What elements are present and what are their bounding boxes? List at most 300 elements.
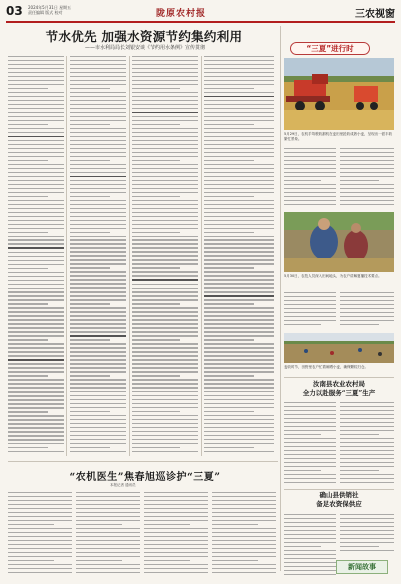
- text-line: [204, 236, 274, 237]
- text-line: [8, 419, 64, 420]
- text-line: [340, 530, 394, 531]
- text-line: [132, 383, 198, 384]
- text-line: [144, 552, 208, 553]
- text-line: [8, 423, 64, 424]
- text-line: [76, 552, 140, 553]
- text-line: [132, 228, 198, 229]
- text-line: [284, 410, 336, 411]
- text-line: [204, 228, 274, 229]
- text-line: [340, 406, 394, 407]
- bottom-col-3: [144, 492, 208, 576]
- text-line: [70, 84, 126, 85]
- bottom-col-2: [76, 492, 140, 576]
- text-line: [340, 474, 394, 475]
- right-text-col-7: [284, 514, 336, 578]
- text-line: [340, 550, 394, 551]
- text-line: [340, 176, 394, 177]
- text-line: [8, 552, 72, 553]
- text-line: [132, 128, 198, 129]
- text-line: [8, 192, 64, 193]
- text-line: [212, 524, 258, 525]
- text-line: [70, 395, 126, 396]
- text-line: [76, 548, 140, 549]
- text-line: [8, 68, 64, 69]
- text-line: [70, 447, 110, 448]
- text-line: [132, 188, 198, 189]
- text-line: [8, 532, 72, 533]
- text-line: [70, 60, 126, 61]
- text-line: [70, 188, 126, 189]
- text-line: [8, 220, 64, 221]
- text-line: [340, 184, 394, 185]
- text-line: [132, 284, 198, 285]
- text-line: [204, 152, 274, 153]
- text-line: [284, 160, 336, 161]
- text-line: [204, 239, 274, 240]
- text-line: [70, 247, 126, 248]
- text-line: [204, 443, 274, 444]
- text-line: [212, 528, 276, 529]
- text-line: [204, 435, 274, 436]
- text-line: [8, 216, 64, 217]
- col-divider: [129, 56, 130, 456]
- text-line: [284, 462, 336, 463]
- text-line: [212, 532, 276, 533]
- text-line: [70, 136, 126, 137]
- text-line: [8, 383, 64, 384]
- text-line: [70, 267, 110, 268]
- text-line: [132, 239, 198, 240]
- text-line: [132, 407, 198, 408]
- text-line: [204, 279, 274, 280]
- text-line: [8, 568, 72, 569]
- text-line: [8, 307, 64, 308]
- page-editors: 责任编辑 版式 校对: [28, 10, 63, 15]
- text-line: [8, 64, 64, 65]
- text-line: [144, 512, 208, 513]
- text-line: [132, 192, 198, 193]
- text-line: [204, 343, 274, 344]
- text-line: [284, 176, 336, 177]
- text-line: [132, 184, 198, 185]
- text-line: [8, 355, 64, 356]
- text-line: [132, 80, 198, 81]
- text-line: [144, 504, 208, 505]
- text-line: [70, 355, 126, 356]
- text-line: [284, 152, 336, 153]
- text-line: [204, 375, 254, 376]
- text-line: [284, 316, 336, 317]
- text-line: [204, 80, 274, 81]
- text-line: [284, 402, 336, 403]
- text-line: [132, 403, 198, 404]
- text-line: [132, 64, 198, 65]
- text-line: [212, 516, 276, 517]
- text-line: [8, 439, 64, 440]
- text-line: [212, 520, 276, 521]
- text-line: [132, 152, 198, 153]
- text-line: [284, 172, 336, 173]
- text-line: [204, 407, 274, 408]
- text-line: [132, 275, 198, 276]
- text-line: [204, 403, 274, 404]
- text-line: [70, 80, 126, 81]
- text-line: [204, 140, 274, 141]
- text-line: [70, 279, 126, 280]
- text-line: [70, 323, 126, 324]
- text-line: [132, 267, 180, 268]
- text-line: [212, 544, 276, 545]
- text-line: [8, 399, 64, 400]
- text-line: [340, 534, 394, 535]
- text-line: [8, 560, 54, 561]
- bottom-col-1: [8, 492, 72, 576]
- text-line: [132, 395, 198, 396]
- text-line: [340, 514, 394, 515]
- text-line: [284, 168, 336, 169]
- text-line: [70, 275, 126, 276]
- text-line: [212, 496, 276, 497]
- text-line: [70, 208, 126, 209]
- text-line: [204, 124, 254, 125]
- text-line: [340, 304, 394, 305]
- text-line: [204, 112, 274, 113]
- text-line: [212, 568, 276, 569]
- text-line: [70, 415, 126, 416]
- text-line: [340, 410, 394, 411]
- text-line: [132, 216, 198, 217]
- text-line: [340, 418, 394, 419]
- text-line: [132, 208, 198, 209]
- text-line: [70, 403, 126, 404]
- text-line: [8, 88, 48, 89]
- text-line: [204, 391, 274, 392]
- sub-head-runan: [284, 380, 394, 398]
- text-line: [132, 120, 198, 121]
- text-line: [212, 512, 276, 513]
- text-line: [8, 160, 48, 161]
- text-line: [70, 363, 126, 364]
- text-line: [204, 327, 274, 328]
- page-number: 03: [6, 4, 23, 18]
- text-line: [8, 564, 72, 565]
- text-line: [144, 564, 208, 565]
- bottom-col-4: [212, 492, 276, 576]
- text-line: [70, 104, 126, 105]
- text-line: [204, 192, 274, 193]
- text-line: [132, 315, 198, 316]
- text-line: [132, 236, 198, 237]
- text-line: [132, 371, 198, 372]
- text-line: [144, 572, 208, 573]
- text-line: [76, 544, 140, 545]
- text-line: [8, 319, 64, 320]
- text-line: [204, 164, 274, 165]
- sub-head-runan-line1: 汝南县农业农村局: [313, 380, 365, 388]
- photo1-caption: 5月29日，农机手驾驶收割机在麦田里抢收成熟小麦，呈现出一派丰收繁忙景象。: [284, 132, 393, 141]
- sub-head-queshan-line1: 确山县供销社: [319, 491, 359, 499]
- text-line: [70, 411, 110, 412]
- text-line: [132, 423, 198, 424]
- text-line: [8, 116, 64, 117]
- text-line: [340, 180, 379, 181]
- text-line: [340, 200, 394, 201]
- photo2-caption: 5月30日，农技人员深入田间地头，为农户讲解夏播技术要点。: [284, 274, 382, 278]
- header-rule: [6, 21, 395, 23]
- col-divider: [66, 56, 67, 456]
- text-line: [70, 140, 126, 141]
- text-line: [204, 88, 254, 89]
- text-line: [204, 156, 274, 157]
- text-line: [144, 560, 190, 561]
- text-line: [70, 200, 126, 201]
- text-line: [8, 540, 72, 541]
- text-line: [70, 220, 126, 221]
- text-line: [8, 371, 64, 372]
- text-line: [204, 383, 274, 384]
- text-line: [70, 291, 126, 292]
- text-line: [8, 120, 64, 121]
- text-line: [204, 355, 274, 356]
- text-line: [284, 566, 336, 567]
- text-line: [340, 160, 394, 161]
- text-line: [70, 259, 126, 260]
- text-line: [340, 422, 394, 423]
- text-line: [70, 92, 126, 93]
- text-line: [8, 528, 72, 529]
- text-line: [132, 100, 198, 101]
- text-line: [8, 335, 64, 336]
- text-line: [8, 403, 64, 404]
- text-line: [8, 264, 64, 265]
- text-line: [8, 132, 64, 133]
- text-line: [70, 76, 126, 77]
- text-line: [204, 108, 274, 109]
- text-line: [70, 439, 126, 440]
- masthead: 陇原农村报: [156, 9, 207, 19]
- text-line: [204, 371, 274, 372]
- text-line: [284, 434, 321, 435]
- text-line: [70, 375, 110, 376]
- text-line: [8, 431, 64, 432]
- text-line: [76, 540, 140, 541]
- text-line: [70, 379, 126, 380]
- text-line: [144, 524, 190, 525]
- text-line: [340, 522, 394, 523]
- text-line: [284, 522, 336, 523]
- text-line: [132, 391, 198, 392]
- text-line: [70, 176, 126, 178]
- text-line: [204, 76, 274, 77]
- text-line: [70, 299, 126, 300]
- text-line: [8, 407, 64, 408]
- text-line: [204, 64, 274, 65]
- text-line: [204, 323, 274, 324]
- text-line: [204, 411, 254, 412]
- text-line: [340, 300, 394, 301]
- text-line: [132, 224, 198, 225]
- text-line: [204, 243, 274, 244]
- text-line: [76, 536, 140, 537]
- text-line: [70, 152, 126, 153]
- text-line: [8, 144, 64, 145]
- text-line: [132, 411, 180, 412]
- text-line: [284, 454, 336, 455]
- text-line: [70, 443, 126, 444]
- text-line: [340, 426, 394, 427]
- text-line: [212, 536, 276, 537]
- text-line: [132, 439, 198, 440]
- text-line: [8, 443, 64, 444]
- text-line: [132, 427, 198, 428]
- text-line: [340, 482, 394, 483]
- text-line: [70, 120, 126, 121]
- text-line: [8, 284, 64, 285]
- text-line: [212, 548, 276, 549]
- text-line: [70, 367, 126, 368]
- text-line: [70, 236, 126, 237]
- text-line: [70, 132, 126, 133]
- text-line: [70, 359, 126, 360]
- text-line: [132, 148, 198, 149]
- text-line: [204, 363, 274, 364]
- text-line: [132, 164, 198, 165]
- text-line: [8, 303, 48, 304]
- text-line: [8, 504, 72, 505]
- text-line: [204, 315, 274, 316]
- text-line: [284, 430, 336, 431]
- text-line: [144, 508, 208, 509]
- text-line: [212, 560, 258, 561]
- text-line: [204, 224, 274, 225]
- text-line: [204, 84, 274, 85]
- text-line: [70, 128, 126, 129]
- text-line: [212, 508, 276, 509]
- text-line: [8, 184, 64, 185]
- text-line: [8, 188, 64, 189]
- text-line: [70, 283, 126, 284]
- text-line: [204, 168, 274, 169]
- text-line: [70, 307, 126, 308]
- text-line: [8, 136, 64, 138]
- text-line: [8, 520, 72, 521]
- text-line: [284, 470, 321, 471]
- text-line: [284, 308, 336, 309]
- text-line: [70, 164, 126, 165]
- text-line: [70, 160, 110, 161]
- text-line: [204, 451, 274, 452]
- text-line: [70, 271, 126, 272]
- text-line: [340, 316, 394, 317]
- text-line: [132, 288, 198, 289]
- text-line: [284, 458, 336, 459]
- text-line: [70, 347, 126, 348]
- text-line: [340, 478, 394, 479]
- text-line: [70, 196, 110, 197]
- text-line: [340, 292, 394, 293]
- text-line: [340, 156, 394, 157]
- photo3-caption: 麦收时节，田野里农户忙着晾晒小麦，确保颗粒归仓。: [284, 365, 368, 369]
- text-line: [70, 251, 126, 252]
- text-line: [132, 435, 198, 436]
- text-line: [204, 160, 254, 161]
- text-line: [204, 319, 274, 320]
- text-line: [204, 188, 274, 189]
- text-line: [340, 546, 379, 547]
- text-line: [132, 271, 198, 272]
- text-line: [144, 532, 208, 533]
- text-line: [132, 279, 198, 281]
- text-line: [8, 152, 64, 153]
- text-line: [8, 447, 48, 448]
- text-line: [8, 327, 64, 328]
- text-line: [284, 320, 336, 321]
- text-line: [70, 124, 110, 125]
- right-text-col-8: [340, 514, 394, 554]
- text-line: [340, 442, 394, 443]
- text-line: [284, 192, 336, 193]
- text-line: [284, 558, 336, 559]
- text-line: [204, 92, 274, 93]
- text-line: [340, 152, 394, 153]
- text-line: [8, 427, 64, 428]
- sub-head-queshan-line2: 备足农资保供应: [316, 500, 362, 508]
- text-line: [70, 335, 126, 337]
- text-line: [144, 548, 208, 549]
- text-line: [204, 120, 274, 121]
- text-line: [8, 295, 64, 296]
- text-line: [8, 375, 48, 376]
- main-article-col-2: [70, 56, 126, 455]
- text-line: [70, 180, 126, 181]
- text-line: [70, 239, 126, 240]
- text-line: [340, 450, 394, 451]
- text-line: [204, 220, 274, 221]
- text-line: [340, 526, 394, 527]
- text-line: [8, 536, 72, 537]
- text-line: [340, 188, 394, 189]
- text-line: [8, 236, 64, 237]
- text-line: [8, 323, 64, 324]
- text-line: [284, 554, 336, 555]
- text-line: [284, 514, 336, 515]
- text-line: [8, 80, 64, 81]
- text-line: [132, 144, 198, 145]
- text-line: [8, 411, 48, 412]
- text-line: [132, 92, 198, 93]
- text-line: [204, 200, 274, 201]
- text-line: [284, 148, 336, 149]
- text-line: [70, 168, 126, 169]
- text-line: [70, 391, 126, 392]
- text-line: [284, 518, 336, 519]
- text-line: [340, 434, 379, 435]
- text-line: [132, 351, 198, 352]
- text-line: [8, 347, 64, 348]
- text-line: [212, 564, 276, 565]
- text-line: [204, 56, 274, 57]
- text-line: [340, 462, 394, 463]
- farm-photo: [284, 212, 394, 272]
- text-line: [8, 500, 72, 501]
- text-line: [204, 212, 274, 213]
- text-line: [70, 96, 126, 97]
- text-line: [284, 450, 336, 451]
- text-line: [132, 112, 198, 114]
- text-line: [8, 204, 64, 205]
- text-line: [284, 304, 336, 305]
- text-line: [132, 200, 198, 201]
